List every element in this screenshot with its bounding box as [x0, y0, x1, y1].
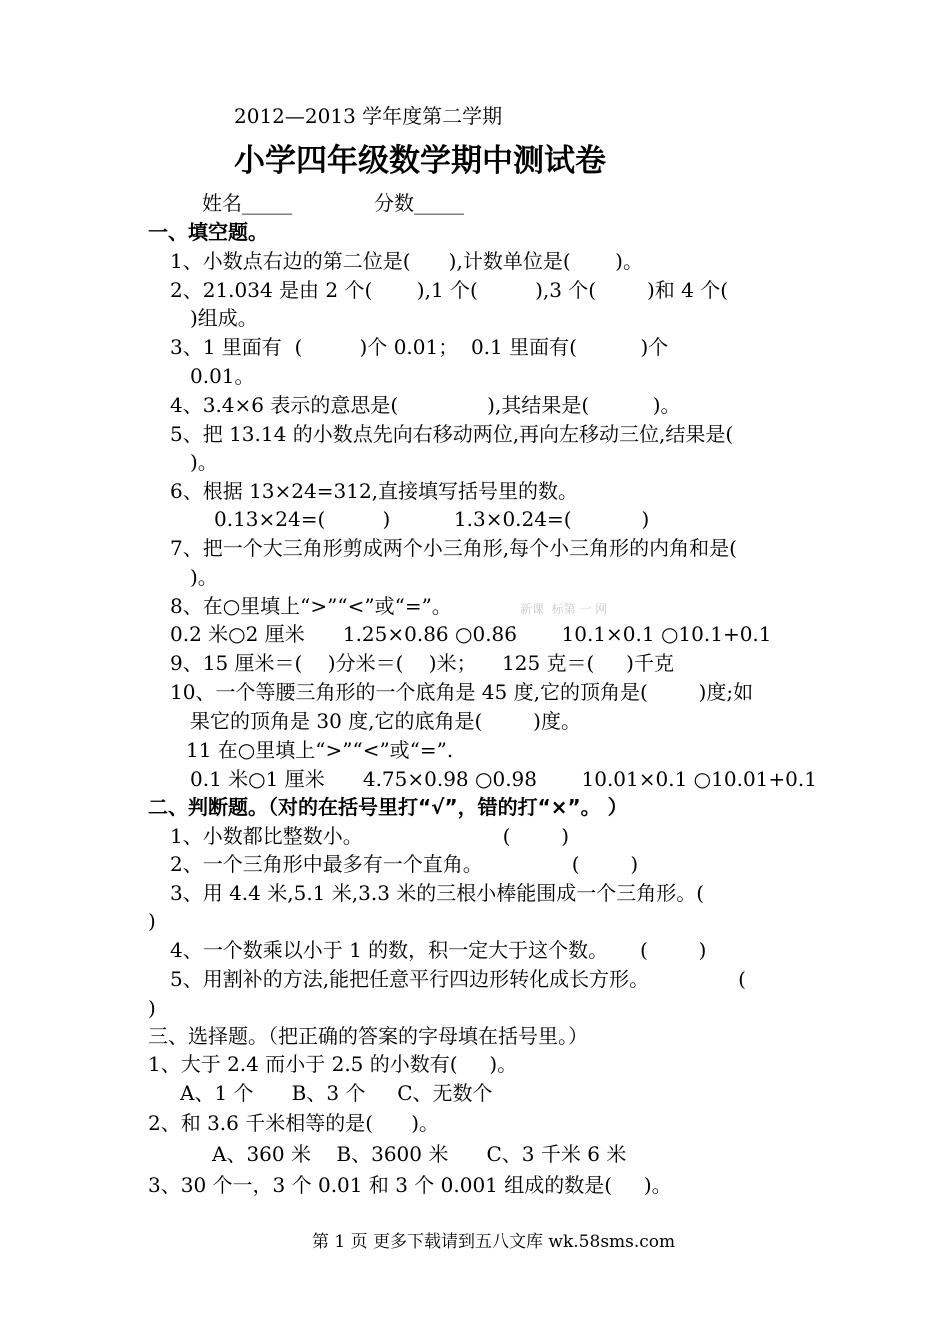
- question-line: 4、3.4×6 表示的意思是( ),其结果是( )。: [170, 393, 681, 417]
- judge-line: ): [148, 996, 156, 1020]
- question-line: 0.01。: [190, 364, 255, 388]
- section-3-heading: 三、选择题。（把正确的答案的字母填在括号里。）: [148, 1024, 588, 1048]
- judge-line: 5、用割补的方法,能把任意平行四边形转化成长方形。 (: [170, 967, 746, 991]
- choice-line: 2、和 3.6 千米相等的是( )。: [148, 1111, 439, 1135]
- question-line: 5、把 13.14 的小数点先向右移动两位,再向左移动三位,结果是(: [170, 422, 734, 446]
- year-line: 2012—2013 学年度第二学期: [234, 104, 503, 128]
- name-field[interactable]: 姓名_____: [202, 191, 292, 215]
- judge-line: 4、一个数乘以小于 1 的数，积一定大于这个数。 ( ): [170, 938, 707, 962]
- question-line: 2、21.034 是由 2 个( ),1 个( ),3 个( )和 4 个(: [170, 278, 729, 302]
- question-line: 6、根据 13×24=312,直接填写括号里的数。: [170, 479, 579, 503]
- question-line: 9、15 厘米＝( )分米＝( )米； 125 克＝( )千克: [170, 651, 674, 675]
- section-1-heading: 一、填空题。: [148, 220, 268, 244]
- question-line: 果它的顶角是 30 度,它的底角是( )度。: [190, 709, 581, 733]
- judge-line: ): [148, 909, 156, 933]
- choice-options: A、360 米 B、3600 米 C、3 千米 6 米: [212, 1142, 627, 1166]
- judge-line: 2、一个三角形中最多有一个直角。 ( ): [170, 852, 639, 876]
- judge-line: 3、用 4.4 米,5.1 米,3.3 米的三根小棒能围成一个三角形。(: [170, 881, 705, 905]
- question-line: 0.1 米○1 厘米 4.75×0.98 ○0.98 10.01×0.1 ○10.01+0.1: [190, 767, 817, 791]
- question-line: 10、一个等腰三角形的一个底角是 45 度,它的顶角是( )度;如: [170, 680, 754, 704]
- section-2-heading: 二、判断题。（对的在括号里打“√”，错的打“×”。 ）: [148, 795, 628, 819]
- page-title: 小学四年级数学期中测试卷: [234, 143, 606, 179]
- page-footer: 第 1 页 更多下载请到五八文库 wk.58sms.com: [312, 1232, 676, 1252]
- watermark: 新课 标第 一 网: [520, 602, 608, 616]
- question-line: 1、小数点右边的第二位是( ),计数单位是( )。: [170, 249, 643, 273]
- question-line: 0.2 米○2 厘米 1.25×0.86 ○0.86 10.1×0.1 ○10.1+0.1: [170, 622, 772, 646]
- question-line: 3、1 里面有 ( )个 0.01； 0.1 里面有( )个: [170, 335, 669, 359]
- question-line: 7、把一个大三角形剪成两个小三角形,每个小三角形的内角和是(: [170, 536, 737, 560]
- choice-line: 3、30 个一，3 个 0.01 和 3 个 0.001 组成的数是( )。: [148, 1173, 672, 1197]
- judge-line: 1、小数都比整数小。 ( ): [170, 824, 570, 848]
- question-line: )组成。: [190, 306, 258, 330]
- question-line: )。: [190, 565, 218, 589]
- question-line: 8、在○里填上“>”“<”或“=”。: [170, 594, 452, 618]
- question-line: 0.13×24=( ) 1.3×0.24=( ): [214, 507, 650, 531]
- choice-options: A、1 个 B、3 个 C、无数个: [180, 1081, 493, 1105]
- question-line: 11 在○里填上“>”“<”或“=”.: [186, 738, 454, 762]
- choice-line: 1、大于 2.4 而小于 2.5 的小数有( )。: [148, 1052, 518, 1076]
- score-field[interactable]: 分数_____: [374, 191, 464, 215]
- question-line: )。: [190, 450, 218, 474]
